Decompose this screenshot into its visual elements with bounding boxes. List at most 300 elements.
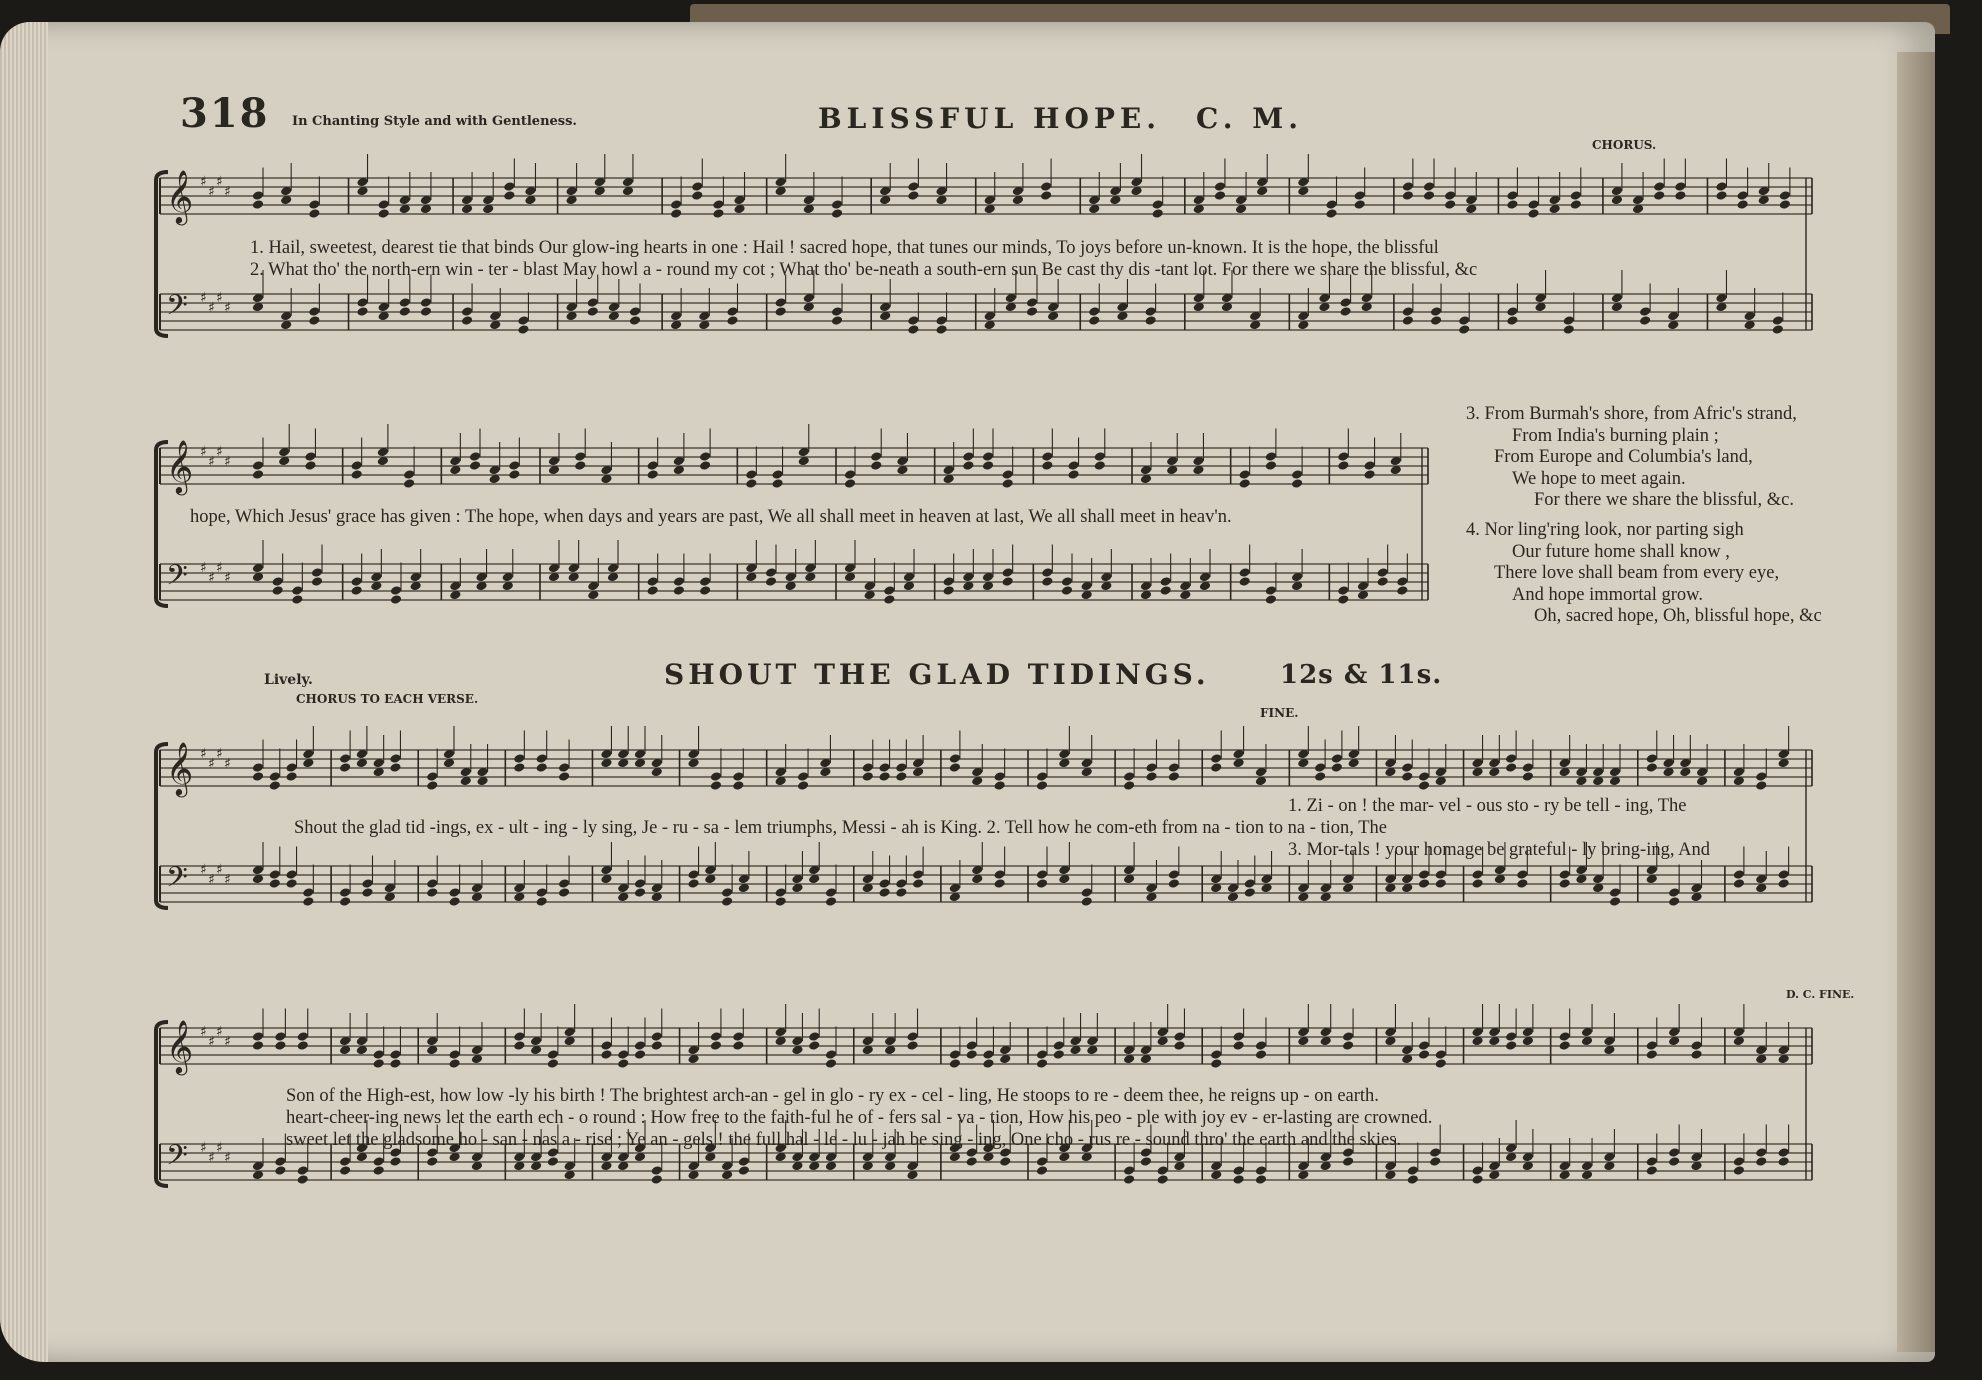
- note-head: [634, 1040, 646, 1051]
- note-head: [844, 478, 856, 489]
- note-head: [1255, 1049, 1267, 1060]
- bass-clef-icon: 𝄢: [166, 559, 188, 599]
- note-head: [797, 780, 809, 791]
- verse-3-line-5: For there we share the blissful, &c.: [1534, 490, 1794, 510]
- note-head: [1173, 1040, 1185, 1051]
- note-head: [1418, 771, 1430, 782]
- note-head: [710, 1031, 722, 1042]
- note-head: [558, 762, 570, 773]
- note-head: [687, 878, 699, 889]
- note-head: [1061, 585, 1073, 596]
- bass-clef-icon: 𝄢: [166, 289, 188, 329]
- note-head: [1646, 1156, 1658, 1167]
- note-head: [1563, 324, 1575, 335]
- note-head: [311, 576, 323, 587]
- note-head: [1471, 1165, 1483, 1176]
- hymn-title-2: SHOUT THE GLAD TIDINGS.: [664, 658, 1210, 691]
- note-head: [377, 199, 389, 210]
- note-head: [390, 585, 402, 596]
- note-head: [1232, 1174, 1244, 1185]
- note-head: [536, 753, 548, 764]
- note-head: [1733, 1165, 1745, 1176]
- sharp-icon: ♯: [216, 862, 223, 878]
- note-head: [1291, 469, 1303, 480]
- note-head: [1331, 762, 1343, 773]
- note-head: [1041, 567, 1053, 578]
- note-head: [1505, 1031, 1517, 1042]
- note-head: [831, 208, 843, 219]
- note-head: [1210, 1058, 1222, 1069]
- note-head: [1081, 887, 1093, 898]
- note-head: [1506, 306, 1518, 317]
- note-head: [1265, 585, 1277, 596]
- note-head: [1674, 181, 1686, 192]
- note-head: [907, 181, 919, 192]
- note-head: [712, 199, 724, 210]
- note-head: [774, 896, 786, 907]
- note-head: [426, 780, 438, 791]
- note-head: [269, 878, 281, 889]
- note-head: [1036, 780, 1048, 791]
- note-head: [448, 1058, 460, 1069]
- note-head: [1123, 771, 1135, 782]
- note-head: [389, 1156, 401, 1167]
- note-head: [297, 1040, 309, 1051]
- note-head: [269, 780, 281, 791]
- note-head: [1036, 1156, 1048, 1167]
- sharp-icon: ♯: [216, 560, 223, 576]
- note-head: [1145, 762, 1157, 773]
- note-head: [878, 762, 890, 773]
- note-head: [710, 771, 722, 782]
- note-head: [1668, 896, 1680, 907]
- note-head: [1036, 878, 1048, 889]
- note-head: [738, 1156, 750, 1167]
- note-head: [1140, 1156, 1152, 1167]
- note-head: [1715, 190, 1727, 201]
- note-head: [252, 190, 264, 201]
- sharp-icon: ♯: [200, 174, 207, 190]
- note-head: [1244, 887, 1256, 898]
- note-head: [1402, 315, 1414, 326]
- note-head: [1067, 460, 1079, 471]
- sharp-icon: ♯: [224, 184, 231, 200]
- note-head: [1026, 297, 1038, 308]
- note-head: [1040, 190, 1052, 201]
- note-head: [699, 585, 711, 596]
- page-number: 318: [180, 90, 270, 137]
- note-head: [982, 460, 994, 471]
- note-head: [771, 478, 783, 489]
- note-head: [1001, 478, 1013, 489]
- note-head: [646, 585, 658, 596]
- treble-staff: [160, 154, 1812, 225]
- note-head: [399, 306, 411, 317]
- note-head: [912, 878, 924, 889]
- note-head: [1527, 199, 1539, 210]
- note-head: [808, 1031, 820, 1042]
- note-head: [1036, 1049, 1048, 1060]
- note-head: [883, 594, 895, 605]
- note-head: [426, 878, 438, 889]
- note-head: [252, 762, 264, 773]
- note-head: [993, 771, 1005, 782]
- note-head: [1339, 297, 1351, 308]
- note-head: [1646, 762, 1658, 773]
- note-head: [297, 1165, 309, 1176]
- note-head: [1354, 199, 1366, 210]
- note-head: [1396, 576, 1408, 587]
- note-head: [426, 771, 438, 782]
- note-head: [508, 469, 520, 480]
- sharp-icon: ♯: [208, 872, 215, 888]
- hymn-title-1: BLISSFUL HOPE.: [818, 102, 1161, 135]
- note-head: [291, 594, 303, 605]
- note-head: [1081, 896, 1093, 907]
- sharp-icon: ♯: [224, 1150, 231, 1166]
- note-head: [448, 887, 460, 898]
- note-head: [1144, 315, 1156, 326]
- note-head: [825, 1049, 837, 1060]
- sharp-icon: ♯: [224, 300, 231, 316]
- note-head: [1777, 1156, 1789, 1167]
- note-head: [304, 451, 316, 462]
- note-head: [673, 576, 685, 587]
- note-head: [1041, 576, 1053, 587]
- note-head: [339, 762, 351, 773]
- sharp-icon: ♯: [200, 746, 207, 762]
- meter-2: 12s & 11s.: [1280, 660, 1443, 690]
- note-head: [513, 753, 525, 764]
- note-head: [1690, 1049, 1702, 1060]
- note-head: [1423, 181, 1435, 192]
- note-head: [1265, 460, 1277, 471]
- note-head: [1123, 1165, 1135, 1176]
- note-head: [600, 1040, 612, 1051]
- note-head: [1123, 780, 1135, 791]
- note-head: [907, 324, 919, 335]
- note-head: [308, 199, 320, 210]
- note-head: [252, 469, 264, 480]
- note-head: [732, 780, 744, 791]
- fine-label: FINE.: [1260, 706, 1299, 720]
- note-head: [895, 878, 907, 889]
- note-head: [1337, 594, 1349, 605]
- note-head: [311, 567, 323, 578]
- sharp-icon: ♯: [200, 290, 207, 306]
- note-head: [1036, 771, 1048, 782]
- note-head: [651, 1174, 663, 1185]
- note-head: [1001, 567, 1013, 578]
- note-head: [1755, 1147, 1767, 1158]
- note-head: [1001, 576, 1013, 587]
- note-head: [1255, 1174, 1267, 1185]
- treble-clef-icon: 𝄞: [166, 1019, 194, 1073]
- note-head: [1772, 315, 1784, 326]
- verse-4-line-2: Our future home shall know ,: [1512, 541, 1730, 562]
- note-head: [426, 1156, 438, 1167]
- note-head: [949, 762, 961, 773]
- note-head: [732, 1040, 744, 1051]
- note-head: [503, 181, 515, 192]
- note-head: [302, 896, 314, 907]
- bass-clef-icon: 𝄢: [166, 1139, 188, 1179]
- note-head: [949, 1058, 961, 1069]
- lyrics-hymn2-line2-verse-2: heart-cheer-ing news let the earth ech - o round : How free to the faith-ful he of - fers sal - va - tion, How his peo - ple with joy ev - er-lasting are crowned.: [286, 1108, 1433, 1128]
- note-head: [1435, 1058, 1447, 1069]
- note-head: [1238, 469, 1250, 480]
- lyrics-verse-1: 1. Hail, sweetest, dearest tie that binds Our glow-ing hearts in one : Hail ! sacred hope, that tunes our minds, To joys before un-known. It is the hope, the blissful: [250, 238, 1439, 258]
- note-head: [1458, 324, 1470, 335]
- note-head: [831, 306, 843, 317]
- note-head: [687, 869, 699, 880]
- note-head: [1668, 1147, 1680, 1158]
- note-head: [1733, 878, 1745, 889]
- note-head: [426, 887, 438, 898]
- note-head: [1363, 469, 1375, 480]
- note-head: [1570, 190, 1582, 201]
- note-head: [269, 771, 281, 782]
- lyrics-hymn2-line2-verse-3: sweet let the gladsome ho - san - nas a - rise ; Ye an - gels ! the full hal - le - lu - jah be sing - ing, One cho - rus re - sound thro' the earth and the skies.: [286, 1130, 1402, 1150]
- note-head: [1506, 199, 1518, 210]
- note-head: [825, 1058, 837, 1069]
- note-head: [1558, 869, 1570, 880]
- note-head: [1423, 190, 1435, 201]
- note-head: [1646, 1049, 1658, 1060]
- sharp-icon: ♯: [216, 174, 223, 190]
- note-head: [878, 771, 890, 782]
- note-head: [1402, 306, 1414, 317]
- note-head: [1609, 896, 1621, 907]
- note-head: [646, 576, 658, 587]
- note-head: [274, 1165, 286, 1176]
- note-head: [745, 478, 757, 489]
- note-head: [403, 469, 415, 480]
- note-head: [448, 896, 460, 907]
- note-head: [1363, 460, 1375, 471]
- note-head: [1506, 315, 1518, 326]
- note-head: [774, 306, 786, 317]
- note-head: [1156, 1165, 1168, 1176]
- note-head: [420, 297, 432, 308]
- note-head: [732, 1031, 744, 1042]
- note-head: [993, 869, 1005, 880]
- note-head: [1314, 771, 1326, 782]
- note-head: [389, 753, 401, 764]
- note-head: [1036, 1165, 1048, 1176]
- lyrics-hymn2-chorus: Shout the glad tid -ings, ex - ult - ing - ly sing, Je - ru - sa - lem triumphs, Messi - ah is King. 2. Tell how he com-eth from na - tion to na - tion, The: [294, 818, 1387, 838]
- note-head: [710, 780, 722, 791]
- note-head: [1210, 762, 1222, 773]
- note-head: [1435, 1049, 1447, 1060]
- note-head: [912, 869, 924, 880]
- note-head: [965, 1156, 977, 1167]
- note-head: [646, 469, 658, 480]
- note-head: [517, 315, 529, 326]
- note-head: [1402, 181, 1414, 192]
- bass-staff: [160, 540, 1428, 605]
- note-head: [1558, 1031, 1570, 1042]
- note-head: [1232, 1040, 1244, 1051]
- note-head: [870, 460, 882, 471]
- note-head: [1401, 762, 1413, 773]
- note-head: [587, 306, 599, 317]
- note-head: [617, 1049, 629, 1060]
- note-head: [508, 460, 520, 471]
- note-head: [1168, 878, 1180, 889]
- note-head: [962, 460, 974, 471]
- note-head: [1337, 451, 1349, 462]
- verse-3-line-2: From India's burning plain ;: [1512, 425, 1719, 446]
- note-head: [1779, 199, 1791, 210]
- note-head: [339, 887, 351, 898]
- note-head: [1522, 762, 1534, 773]
- note-head: [1733, 869, 1745, 880]
- note-head: [629, 315, 641, 326]
- note-head: [1123, 1174, 1135, 1185]
- note-head: [1418, 780, 1430, 791]
- note-head: [372, 1058, 384, 1069]
- note-head: [1376, 576, 1388, 587]
- chorus-label: CHORUS.: [1592, 138, 1657, 152]
- sharp-icon: ♯: [224, 454, 231, 470]
- tempo-direction-1: In Chanting Style and with Gentleness.: [292, 114, 577, 129]
- note-head: [1429, 1147, 1441, 1158]
- note-head: [726, 315, 738, 326]
- note-head: [1639, 315, 1651, 326]
- note-head: [1471, 869, 1483, 880]
- verse-4-line-3: There love shall beam from every eye,: [1494, 563, 1780, 583]
- note-head: [600, 1049, 612, 1060]
- note-head: [699, 460, 711, 471]
- note-head: [1291, 478, 1303, 489]
- note-head: [1779, 190, 1791, 201]
- note-head: [634, 878, 646, 889]
- note-head: [942, 576, 954, 587]
- sharp-icon: ♯: [216, 1024, 223, 1040]
- note-head: [513, 1031, 525, 1042]
- note-head: [629, 306, 641, 317]
- note-head: [252, 460, 264, 471]
- note-head: [993, 878, 1005, 889]
- note-head: [297, 1174, 309, 1185]
- note-head: [285, 771, 297, 782]
- note-head: [1001, 469, 1013, 480]
- sharp-icon: ♯: [216, 746, 223, 762]
- note-head: [1430, 315, 1442, 326]
- note-head: [1151, 199, 1163, 210]
- note-head: [558, 878, 570, 889]
- note-head: [1418, 869, 1430, 880]
- note-head: [949, 753, 961, 764]
- note-head: [670, 208, 682, 219]
- note-head: [1210, 1049, 1222, 1060]
- note-head: [1041, 451, 1053, 462]
- sharp-icon: ♯: [224, 570, 231, 586]
- sharp-icon: ♯: [200, 862, 207, 878]
- note-head: [274, 1040, 286, 1051]
- note-head: [982, 451, 994, 462]
- sharp-icon: ♯: [208, 570, 215, 586]
- note-head: [797, 771, 809, 782]
- verse-3-line-3: From Europe and Columbia's land,: [1494, 447, 1753, 467]
- note-head: [1418, 878, 1430, 889]
- note-head: [691, 181, 703, 192]
- note-head: [1036, 869, 1048, 880]
- lyrics-verse-2: 2. What tho' the north-ern win - ter - blast May howl a - round my cot ; What tho' be-neath a south-ern sun Be cast thy dis -tant lot. For there we share the blissful, &c: [250, 260, 1478, 280]
- note-head: [361, 878, 373, 889]
- note-head: [1325, 199, 1337, 210]
- verse-4: [1466, 520, 1822, 628]
- note-head: [1214, 190, 1226, 201]
- note-head: [361, 887, 373, 898]
- note-head: [461, 306, 473, 317]
- note-head: [1053, 1040, 1065, 1051]
- note-head: [870, 451, 882, 462]
- note-head: [1168, 762, 1180, 773]
- note-head: [252, 771, 264, 782]
- note-head: [1210, 753, 1222, 764]
- note-head: [1314, 762, 1326, 773]
- meter-1: C. M.: [1196, 102, 1304, 135]
- sharp-icon: ♯: [208, 756, 215, 772]
- note-head: [1755, 780, 1767, 791]
- note-head: [1026, 306, 1038, 317]
- note-head: [726, 306, 738, 317]
- note-head: [1646, 1040, 1658, 1051]
- note-head: [1506, 190, 1518, 201]
- note-head: [448, 1049, 460, 1060]
- note-head: [1407, 1174, 1419, 1185]
- tempo-direction-2: Lively.: [264, 672, 313, 688]
- note-head: [558, 887, 570, 898]
- note-head: [765, 576, 777, 587]
- note-head: [825, 896, 837, 907]
- note-head: [252, 199, 264, 210]
- note-head: [574, 451, 586, 462]
- note-head: [1067, 469, 1079, 480]
- note-head: [670, 199, 682, 210]
- note-head: [1653, 181, 1665, 192]
- note-head: [271, 585, 283, 596]
- treble-staff: [160, 424, 1428, 495]
- note-head: [1238, 567, 1250, 578]
- treble-clef-icon: 𝄞: [166, 169, 194, 223]
- sharp-icon: ♯: [208, 300, 215, 316]
- note-head: [1342, 1040, 1354, 1051]
- note-head: [721, 896, 733, 907]
- note-head: [1376, 567, 1388, 578]
- note-head: [372, 1156, 384, 1167]
- note-head: [1736, 199, 1748, 210]
- note-head: [372, 1049, 384, 1060]
- note-head: [403, 478, 415, 489]
- note-head: [536, 896, 548, 907]
- note-head: [844, 469, 856, 480]
- note-head: [808, 1040, 820, 1051]
- note-head: [1342, 1156, 1354, 1167]
- note-head: [1733, 1156, 1745, 1167]
- note-head: [558, 771, 570, 782]
- note-head: [699, 451, 711, 462]
- note-head: [651, 1165, 663, 1176]
- note-head: [339, 1156, 351, 1167]
- page-edges: [0, 22, 48, 1362]
- note-head: [513, 1040, 525, 1051]
- note-head: [389, 1058, 401, 1069]
- note-head: [1244, 878, 1256, 889]
- note-head: [587, 297, 599, 308]
